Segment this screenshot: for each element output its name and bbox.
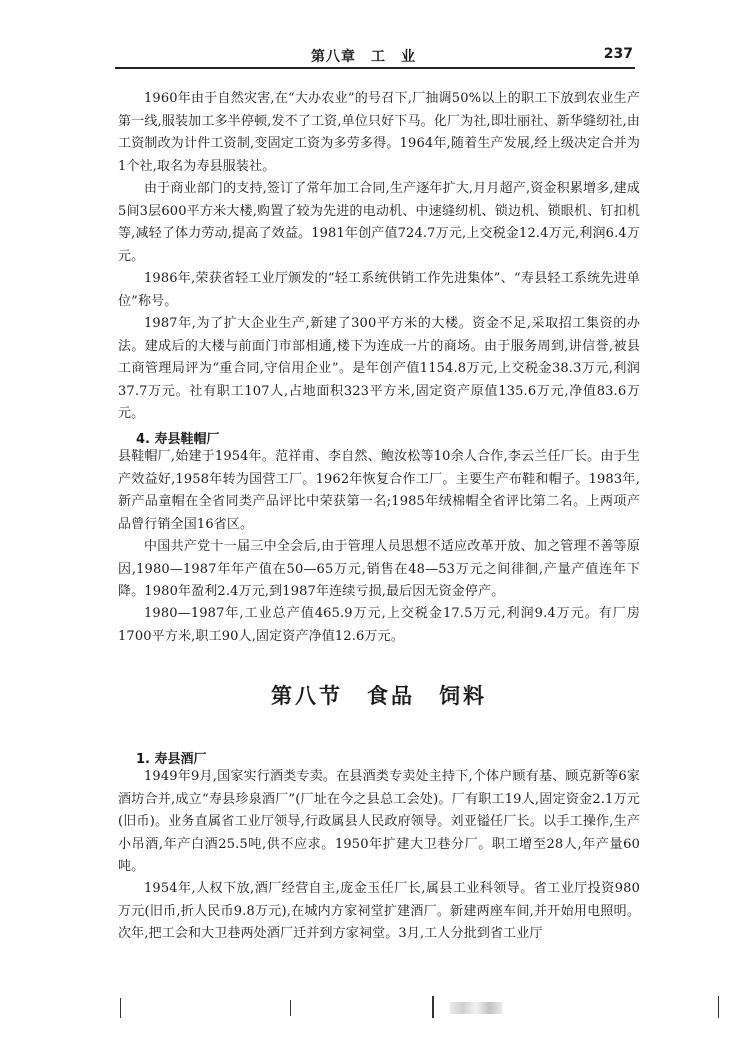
paragraph: 中国共产党十一届三中全会后,由于管理人员思想不适应改革开放、加之管理不善等原因,1980—1987年年产值在50—65万元,销售在48—53万元之间徘徊,产量产值连年下降。1980年盈利2.4万元,到1987年连续亏损,最后因无资金停产。: [118, 539, 640, 599]
page-number: 237: [603, 46, 633, 62]
page-header: [115, 40, 635, 70]
paragraph: 县鞋帽厂,始建于1954年。范祥甫、李自然、鲍汝松等10余人合作,李云兰任厂长。由于生产效益好,1958年转为国营工厂。1962年恢复合作工厂。主要生产布鞋和帽子。1983年,新产品童帽在全省同类产品评比中荣获第一名;1985年绒棉帽全省评比第二名。上两项产品曾行销全国16省区。: [118, 449, 640, 532]
paragraph: 1987年,为了扩大企业生产,新建了300平方米的大楼。资金不足,采取招工集资的办法。建成后的大楼与前面门市部相通,楼下为连成一片的商场。由于服务周到,讲信誉,被县工商管理局评为“重合同,守信用企业”。是年创产值1154.8万元,上交税金38.3万元,利润37.7万元。社有职工107人,占地面积323平方米,固定资产原值135.6万元,净值83.6万元。: [118, 316, 640, 421]
paragraph: 1980—1987年,工业总产值465.9万元,上交税金17.5万元,利润9.4万元。有厂房1700平方米,职工90人,固定资产净值12.6万元。: [118, 606, 640, 644]
chapter-title: 第八章 工 业: [311, 49, 416, 65]
paragraph: 1949年9月,国家实行酒类专卖。在县酒类专卖处主持下,个体户顾有基、顾克新等6家酒坊合并,成立“寿县珍泉酒厂”(厂址在今之县总工会处)。厂有职工19人,固定资金2.1万元(旧币)。业务直属省工业厅领导,行政属县人民政府领导。刘亚镒任厂长。以手工操作,生产小吊酒,年产白酒25.5吨,供不应求。1950年扩建大卫巷分厂。职工增至28人,年产量60吨。: [118, 769, 640, 874]
scan-edge-mark: [432, 996, 434, 1018]
subsection-heading: 1. 寿县酒厂: [136, 752, 207, 767]
scan-edge-mark: [718, 996, 719, 1018]
paragraph: 由于商业部门的支持,签订了常年加工合同,生产逐年扩大,月月超产,资金积累增多,建成5间3层600平方米大楼,购置了较为先进的电动机、中速缝纫机、锁边机、锁眼机、钉扣机等,减轻了体力劳动,提高了效益。1981年创产值724.7万元,上交税金12.4万元,利润6.4万元。: [118, 181, 640, 264]
scan-smudge: [450, 1002, 502, 1014]
paragraph: 1960年由于自然灾害,在“大办农业”的号召下,厂抽调50%以上的职工下放到农业生产第一线,服装加工多半停顿,发不了工资,单位只好下马。化厂为社,即壮丽社、新华缝纫社,由工资制改为计件工资制,变固定工资为多劳多得。1964年,随着生产发展,经上级决定合并为1个社,取名为寿县服装社。: [118, 91, 640, 174]
header-rule: [115, 67, 635, 69]
scan-edge-mark: [120, 998, 121, 1018]
subsection-heading: 4. 寿县鞋帽厂: [136, 432, 220, 447]
paragraph: 1986年,荣获省轻工业厅颁发的“轻工系统供销工作先进集体”、“寿县轻工系统先进单位”称号。: [118, 271, 640, 309]
paragraph: 1954年,人权下放,酒厂经营自主,庞金玉任厂长,属县工业科领导。省工业厅投资980万元(旧币,折人民币9.8万元),在城内方家祠堂扩建酒厂。新建两座车间,并开始用电照明。次年,把工会和大卫巷两处酒厂迁并到方家祠堂。3月,工人分批到省工业厅: [118, 881, 640, 941]
section-title: 第八节 食品 饲料: [271, 683, 487, 708]
scan-edge-mark: [290, 1000, 291, 1016]
